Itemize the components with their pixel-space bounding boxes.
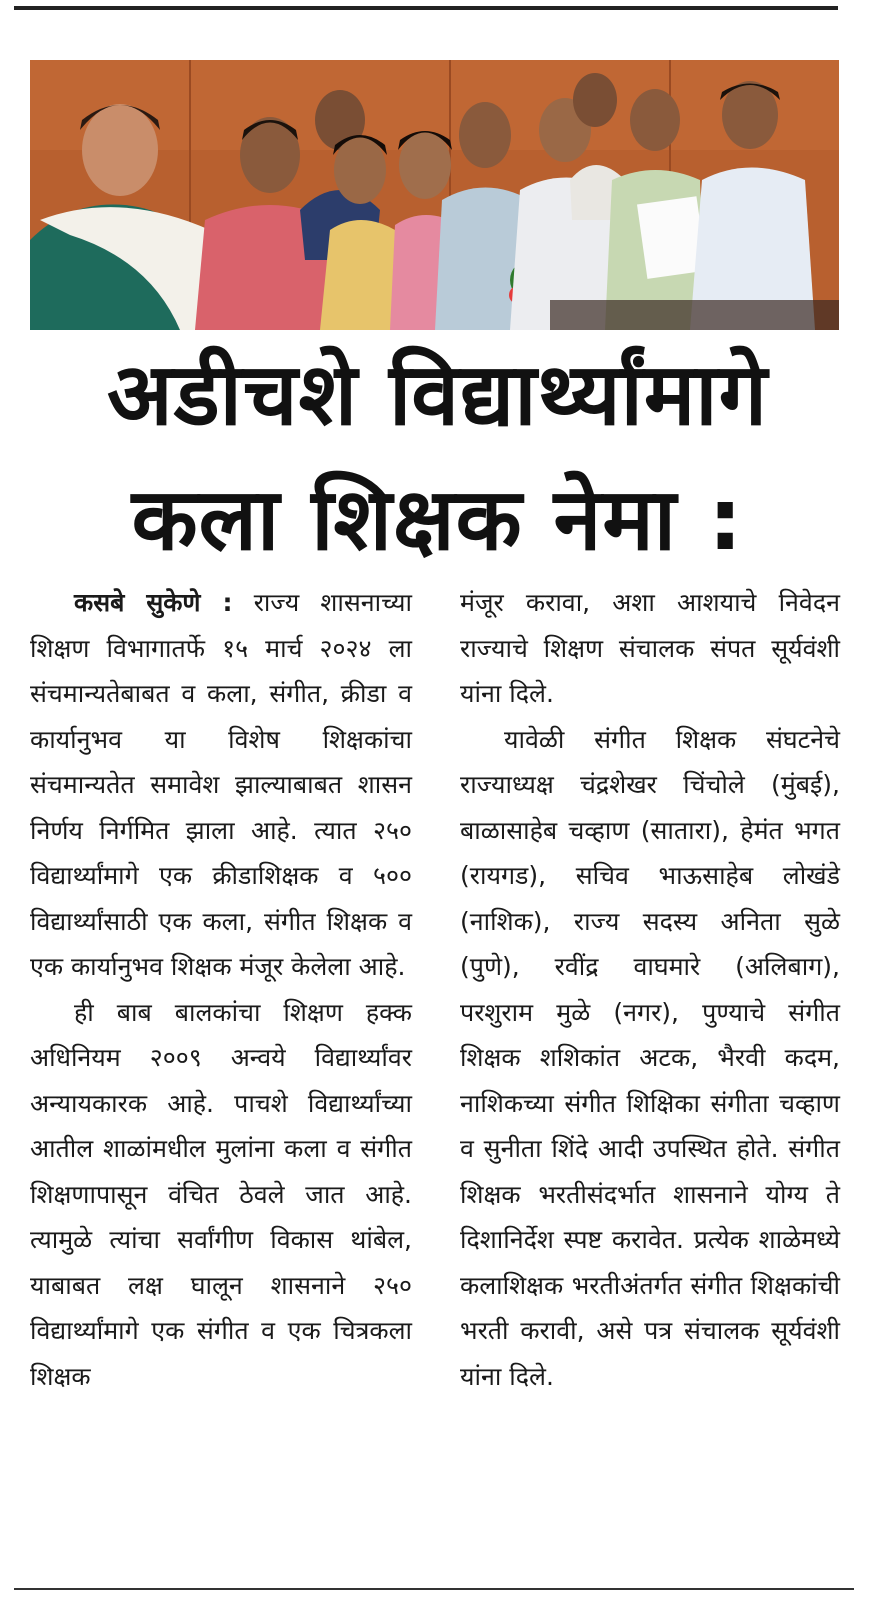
paragraph: यावेळी संगीत शिक्षक संघटनेचे राज्याध्यक्ष चंद्रशेखर चिंचोले (मुंबई), बाळासाहेब चव्हाण (सातारा), हेमंत भगत (रायगड), सचिव भाऊसाहेब लोखंडे (नाशिक), राज्य सदस्य अनिता सुळे (पुणे), रवींद्र वाघमारे (अलिबाग), परशुराम मुळे (नगर), पुण्याचे संगीत शिक्षक शशिकांत अटक, भैरवी कदम, नाशिकच्या संगीत शिक्षिका संगीता चव्हाण व सुनीता शिंदे आदी उपस्थित होते. संगीत शिक्षक भरतीसंदर्भात शासनाने योग्य ते दिशानिर्देश स्पष्ट करावेत. प्रत्येक शाळेमध्ये कलाशिक्षक भरतीअंतर्गत संगीत शिक्षकांची भरती करावी, असे पत्र संचालक सूर्यवंशी यांना दिले. xyxy=(460,724,840,1391)
news-photo xyxy=(30,60,839,330)
article-column-right xyxy=(460,580,840,1399)
paragraph-text: राज्य शासनाच्या शिक्षण विभागातर्फे १५ मार्च २०२४ ला संचमान्यतेबाबत व कला, संगीत, क्रीडा व कार्यानुभव या विशेष शिक्षकांचा संचमान्यतेत समावेश झाल्याबाबत शासन निर्णय निर्गमित झाला आहे. त्यात २५० विद्यार्थ्यांमागे एक क्रीडाशिक्षक व ५०० विद्यार्थ्यांसाठी एक कला, संगीत शिक्षक व एक कार्यानुभव शिक्षक मंजूर केलेला आहे. xyxy=(30,588,412,981)
article-column-left xyxy=(30,580,412,1399)
bottom-rule xyxy=(14,1588,854,1590)
top-rule xyxy=(14,6,838,10)
paragraph: मंजूर करावा, अशा आशयाचे निवेदन राज्याचे शिक्षण संचालक संपत सूर्यवंशी यांना दिले. xyxy=(460,588,840,708)
paragraph: ही बाब बालकांचा शिक्षण हक्क अधिनियम २००९ अन्वये विद्यार्थ्यांवर अन्यायकारक आहे. पाचशे विद्यार्थ्यांच्या आतील शाळांमधील मुलांना कला व संगीत शिक्षणापासून वंचित ठेवले जात आहे. त्यामुळे त्यांचा सर्वांगीण विकास थांबेल, याबाबत लक्ष घालून शासनाने २५० विद्यार्थ्यांमागे एक संगीत व एक चित्रकला शिक्षक xyxy=(30,997,412,1391)
headline-line-1: अडीचशे विद्यार्थ्यांमागे xyxy=(106,345,769,445)
headline-line-2: कला शिक्षक नेमा : xyxy=(131,470,744,570)
paragraph xyxy=(30,580,412,990)
dateline: कसबे सुकेणे : xyxy=(74,588,233,617)
